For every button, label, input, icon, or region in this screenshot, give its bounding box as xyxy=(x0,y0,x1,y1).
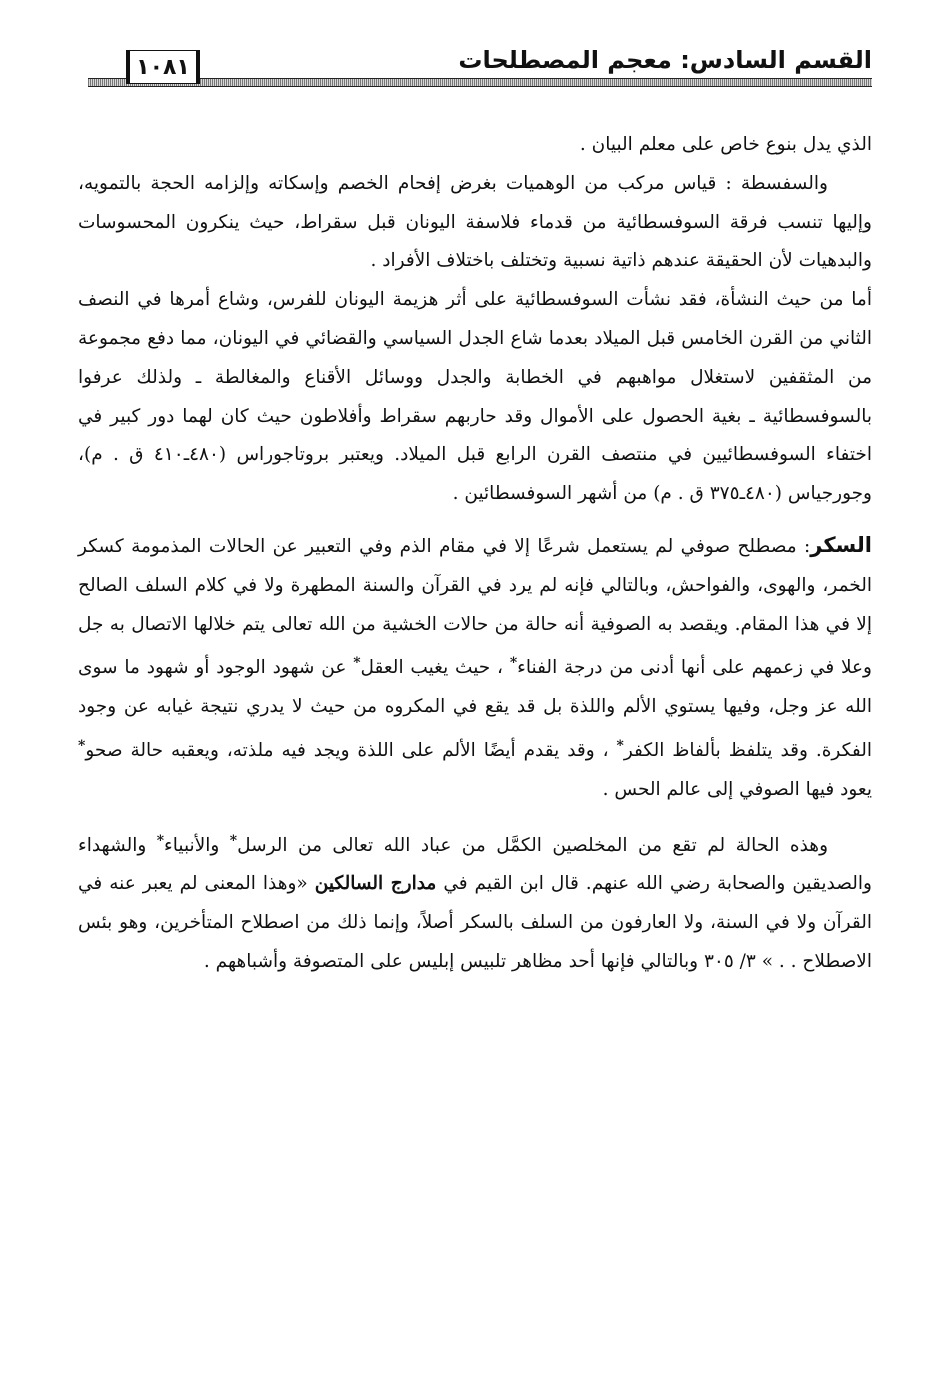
paragraph-sophistry-definition xyxy=(78,165,872,281)
text-run: : مصطلح صوفي لم يستعمل شرعًا إلا في مقام الذم وفي التعبير عن الحالات المذمومة كسكر الخمر، والهوى، والفواحش، وبالتالي فإنه لم يرد في القرآن والسنة المطهرة ولا في كلام السلف الصالح إلا في هذا المقام. ويقصد به الصوفية أنه حالة من حالات الخشية من الله تعالى يتم خلالها الاتصال به جل وعلا في زعمهم على أنها أدنى من درجة الفناء xyxy=(78,535,872,679)
body-text xyxy=(78,126,872,982)
running-header xyxy=(88,40,872,90)
paragraph-sukr-definition xyxy=(78,526,872,810)
book-title: مدارج السالكين xyxy=(314,873,437,895)
cross-reference-marker: * xyxy=(78,737,86,754)
text-run: والسفسطة : قياس مركب من الوهميات بغرض إفحام الخصم وإسكاته وإلزامه الحجة بالتمويه، وإليها تنسب فرقة السوفسطائية من قدماء فلاسفة اليونان قبل سقراط، حيث ينكرون المحسوسات والبدهيات لأن الحقيقة عندهم ذاتية نسبية وتختلف باختلاف الأفراد . xyxy=(78,172,872,272)
text-run: ، وقد يقدم أيضًا الألم على اللذة ويجد فيه ملذته، ويعقبه حالة صحو xyxy=(85,739,617,761)
cross-reference-marker: * xyxy=(353,655,361,672)
cross-reference-marker: * xyxy=(229,832,238,849)
text-run: والشهداء والصديقين والصحابة رضي الله عنهم. قال ابن القيم في xyxy=(78,834,872,895)
section-title: القسم السادس: معجم المصطلحات xyxy=(458,46,872,74)
text-run: «وهذا المعنى لم يعبر عنه في القرآن ولا في السنة، ولا العارفون من السلف بالسكر أصلاً، وإنما ذلك من اصطلاح المتأخرين، وهو بئس الاصطلاح . . » ٣/ ٣٠٥ وبالتالي فإنها أحد مظاهر تلبيس إبليس على المتصوفة وأشباههم . xyxy=(78,873,872,972)
text-run: يعود فيها الصوفي إلى عالم الحس . xyxy=(602,778,872,800)
text-run: والأنبياء xyxy=(164,834,230,856)
glossary-term: السكر xyxy=(810,532,872,557)
text-run: ، حيث يغيب العقل xyxy=(360,657,510,679)
text-run: عن شهود الوجود أو شهود ما سوى الله عز وجل، وفيها يستوي الألم واللذة بل قد يقع في المكروه من حيث لا يدري نتيجة غيابه عن وجود الفكرة. وقد يتلفظ بألفاظ الكفر xyxy=(78,657,872,761)
cross-reference-marker: * xyxy=(509,655,518,672)
cross-reference-marker: * xyxy=(616,737,624,754)
paragraph-continuation xyxy=(78,126,872,165)
header-rule xyxy=(88,78,872,87)
page-number: ١٠٨١ xyxy=(126,50,200,84)
paragraph-sophistry-origin xyxy=(78,281,872,514)
text-run: أما من حيث النشأة، فقد نشأت السوفسطائية على أثر هزيمة اليونان للفرس، وشاع أمرها في النصف الثاني من القرن الخامس قبل الميلاد بعدما شاع الجدل السياسي والقضائي في اليونان، مما دفع مجموعة من المثقفين لاستغلال مواهبهم في الخطابة والجدل ووسائل الأقناع والمغالطة ـ ولذلك عرفوا بالسوفسطائية ـ بغية الحصول على الأموال وقد حاربهم سقراط وأفلاطون حيث كان لهما دور كبير في اختفاء السوفسطائيين في منتصف القرن الرابع قبل الميلاد. ويعتبر بروتاجوراس (٤٨٠ـ٤١٠ ق . م)، وجورجياس (٤٨٠ـ٣٧٥ ق . م) من أشهر السوفسطائين . xyxy=(78,289,872,505)
cross-reference-marker: * xyxy=(156,832,165,849)
text-run: وهذه الحالة لم تقع من المخلصين الكمَّل من عباد الله تعالى من الرسل xyxy=(237,834,829,856)
paragraph-sukr-critique xyxy=(78,822,872,982)
text-run: الذي يدل بنوع خاص على معلم البيان . xyxy=(579,134,872,155)
